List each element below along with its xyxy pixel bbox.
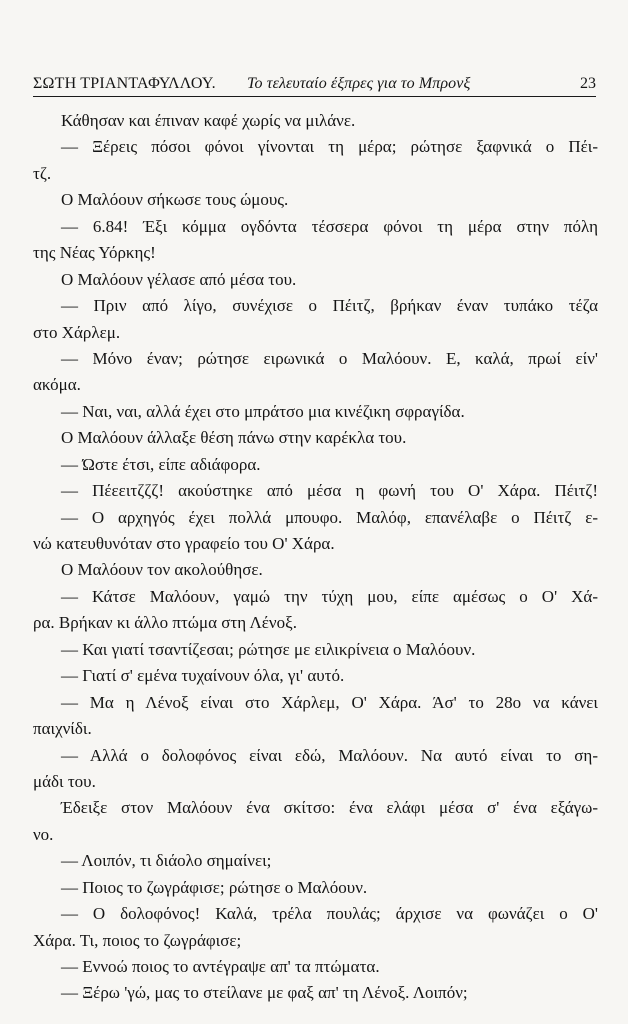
- text-line: — Πριν από λίγο, συνέχισε ο Πέιτζ, βρήκαν έναν τυπάκο τέζα: [61, 296, 598, 316]
- text-line: — Εννοώ ποιος το αντέγραψε απ' τα πτώματα.: [61, 957, 380, 976]
- text-line: Ο Μαλόουν τον ακολούθησε.: [61, 560, 263, 580]
- header-book-title: Το τελευταίο έξπρες για το Μπρονξ: [247, 75, 471, 92]
- text-line: — Μόνο έναν; ρώτησε ειρωνικά ο Μαλόουν. Ε, καλά, πρωί είν': [61, 348, 598, 368]
- text-line: Χάρα. Τι, ποιος το ζωγράφισε;: [33, 930, 242, 950]
- text-line: — Ξέρω 'γώ, μας το στείλανε με φαξ απ' τη Λένοξ. Λοιπόν;: [61, 983, 468, 1003]
- text-line: Ο Μαλόουν σήκωσε τους ώμους.: [61, 190, 289, 210]
- header-rule: [33, 96, 596, 97]
- text-line: — Γιατί σ' εμένα τυχαίνουν όλα, γι' αυτό.: [61, 666, 345, 686]
- text-line: — Και γιατί τσαντίζεσαι; ρώτησε με ειλικρίνεια ο Μαλόουν.: [61, 639, 476, 659]
- header-author: ΣΩΤΗ ΤΡΙΑΝΤΑΦΥΛΛΟΥ.: [33, 75, 216, 92]
- text-line: Έδειξε στον Μαλόουν ένα σκίτσο: ένα ελάφι μέσα σ' ένα εξάγω-: [61, 798, 598, 818]
- text-line: στο Χάρλεμ.: [33, 322, 121, 342]
- text-line: νο.: [33, 824, 54, 844]
- text-line: παιχνίδι.: [33, 719, 92, 739]
- text-line: — Πέεειτζζζ! ακούστηκε από μέσα η φωνή του Ο' Χάρα. Πέιτζ!: [61, 481, 598, 501]
- text-line: Ο Μαλόουν άλλαξε θέση πάνω στην καρέκλα του.: [61, 428, 407, 448]
- text-line: — 6.84! Έξι κόμμα ογδόντα τέσσερα φόνοι τη μέρα στην πόλη: [61, 216, 598, 236]
- text-line: — Ναι, ναι, αλλά έχει στο μπράτσο μια κινέζικη σφραγίδα.: [61, 401, 465, 421]
- text-line: — Ποιος το ζωγράφισε; ρώτησε ο Μαλόουν.: [61, 877, 368, 897]
- text-line: νώ κατευθυνόταν στο γραφείο του Ο' Χάρα.: [33, 534, 335, 553]
- text-line: — Μα η Λένοξ είναι στο Χάρλεμ, Ο' Χάρα. Άσ' το 28ο να κάνει: [61, 692, 598, 712]
- text-line: της Νέας Υόρκης!: [33, 243, 156, 263]
- text-line: μάδι του.: [33, 771, 96, 791]
- page-number: 23: [580, 75, 596, 92]
- text-line: Ο Μαλόουν γέλασε από μέσα του.: [61, 269, 297, 289]
- text-line: ακόμα.: [33, 375, 81, 395]
- text-line: — Ξέρεις πόσοι φόνοι γίνονται τη μέρα; ρώτησε ξαφνικά ο Πέι-: [61, 137, 598, 157]
- text-line: Κάθησαν και έπιναν καφέ χωρίς να μιλάνε.: [61, 111, 356, 130]
- running-header: [33, 73, 598, 95]
- text-line: — Ο δολοφόνος! Καλά, τρέλα πουλάς; άρχισε να φωνάζει ο Ο': [61, 904, 598, 924]
- text-line: — Κάτσε Μαλόουν, γαμώ την τύχη μου, είπε αμέσως ο Ο' Χά-: [61, 586, 598, 606]
- text-line: — Λοιπόν, τι διάολο σημαίνει;: [61, 851, 272, 871]
- text-line: ρα. Βρήκαν κι άλλο πτώμα στη Λένοξ.: [33, 613, 297, 633]
- text-line: τζ.: [33, 163, 52, 183]
- body-text: [33, 108, 598, 1007]
- text-line: — Αλλά ο δολοφόνος είναι εδώ, Μαλόουν. Να αυτό είναι το ση-: [61, 745, 598, 765]
- text-line: — Ώστε έτσι, είπε αδιάφορα.: [61, 454, 261, 474]
- text-line: — Ο αρχηγός έχει πολλά μπουφο. Μαλόφ, επανέλαβε ο Πέιτζ ε-: [61, 507, 598, 527]
